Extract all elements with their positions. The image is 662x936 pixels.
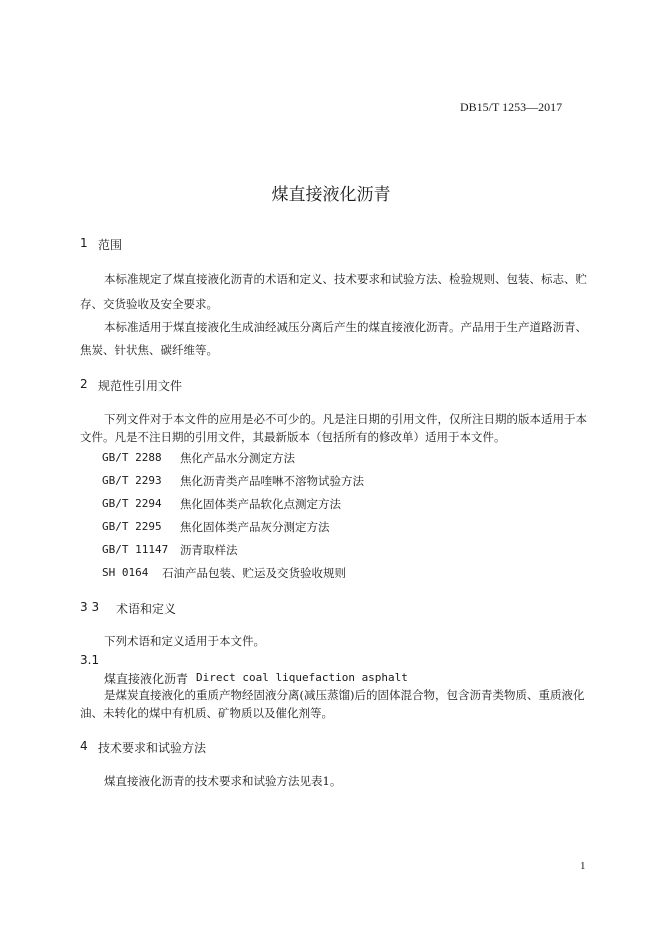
page-number: 1 [580, 860, 586, 872]
document-code: DB15/T 1253—2017 [460, 100, 563, 114]
scope-para2-line1: 本标准适用于煤直接液化生成油经减压分离后产生的煤直接液化沥青。产品用于生产道路沥青、 [104, 320, 587, 334]
term-definition-line2: 油、未转化的煤中有机质、矿物质以及催化剂等。 [80, 706, 333, 720]
ref-title: 焦化产品水分测定方法 [180, 451, 295, 465]
ref-title: 沥青取样法 [180, 543, 238, 557]
document-title: 煤直接液化沥青 [271, 185, 391, 205]
terms-intro: 下列术语和定义适用于本文件。 [104, 634, 265, 648]
section-3-heading: 术语和定义 [116, 602, 177, 616]
section-2-number: 2 [80, 377, 88, 391]
ref-code: GB/T 2293 [102, 474, 162, 487]
scope-para1-line1: 本标准规定了煤直接液化沥青的术语和定义、技术要求和试验方法、检验规则、包装、标志、贮 [104, 272, 587, 286]
term-definition-line1: 是煤炭直接液化的重质产物经固液分离(减压蒸馏)后的固体混合物，包含沥青类物质、重质液化 [104, 688, 585, 702]
term-number: 3.1 [80, 653, 100, 667]
section-1-number: 1 [80, 236, 88, 250]
normative-intro-line1: 下列文件对于本文件的应用是必不可少的。凡是注日期的引用文件，仅所注日期的版本适用于本 [104, 412, 587, 426]
scope-para2-line2: 焦炭、针状焦、碳纤维等。 [80, 343, 218, 357]
ref-title: 焦化固体类产品灰分测定方法 [180, 520, 330, 534]
section-2-heading: 规范性引用文件 [98, 379, 183, 393]
term-english: Direct coal liquefaction asphalt [196, 671, 408, 684]
ref-code: GB/T 2295 [102, 520, 162, 533]
ref-code: SH 0164 [102, 566, 149, 579]
ref-code: GB/T 2294 [102, 497, 162, 510]
section-4-number: 4 [80, 739, 88, 753]
ref-code: GB/T 2288 [102, 451, 162, 464]
ref-title: 石油产品包装、贮运及交货验收规则 [162, 566, 346, 580]
ref-title: 焦化固体类产品软化点测定方法 [180, 497, 341, 511]
tech-text: 煤直接液化沥青的技术要求和试验方法见表1。 [104, 774, 342, 788]
ref-title: 焦化沥青类产品喹啉不溶物试验方法 [180, 474, 364, 488]
section-1-heading: 范围 [98, 238, 123, 252]
normative-intro-line2: 文件。凡是不注日期的引用文件，其最新版本（包括所有的修改单）适用于本文件。 [80, 430, 506, 444]
scope-para1-line2: 存、交货验收及安全要求。 [80, 297, 218, 311]
section-4-heading: 技术要求和试验方法 [98, 741, 207, 755]
section-3-number: 3 3 [80, 600, 100, 614]
term-chinese: 煤直接液化沥青 [104, 672, 189, 686]
ref-code: GB/T 11147 [102, 543, 169, 556]
